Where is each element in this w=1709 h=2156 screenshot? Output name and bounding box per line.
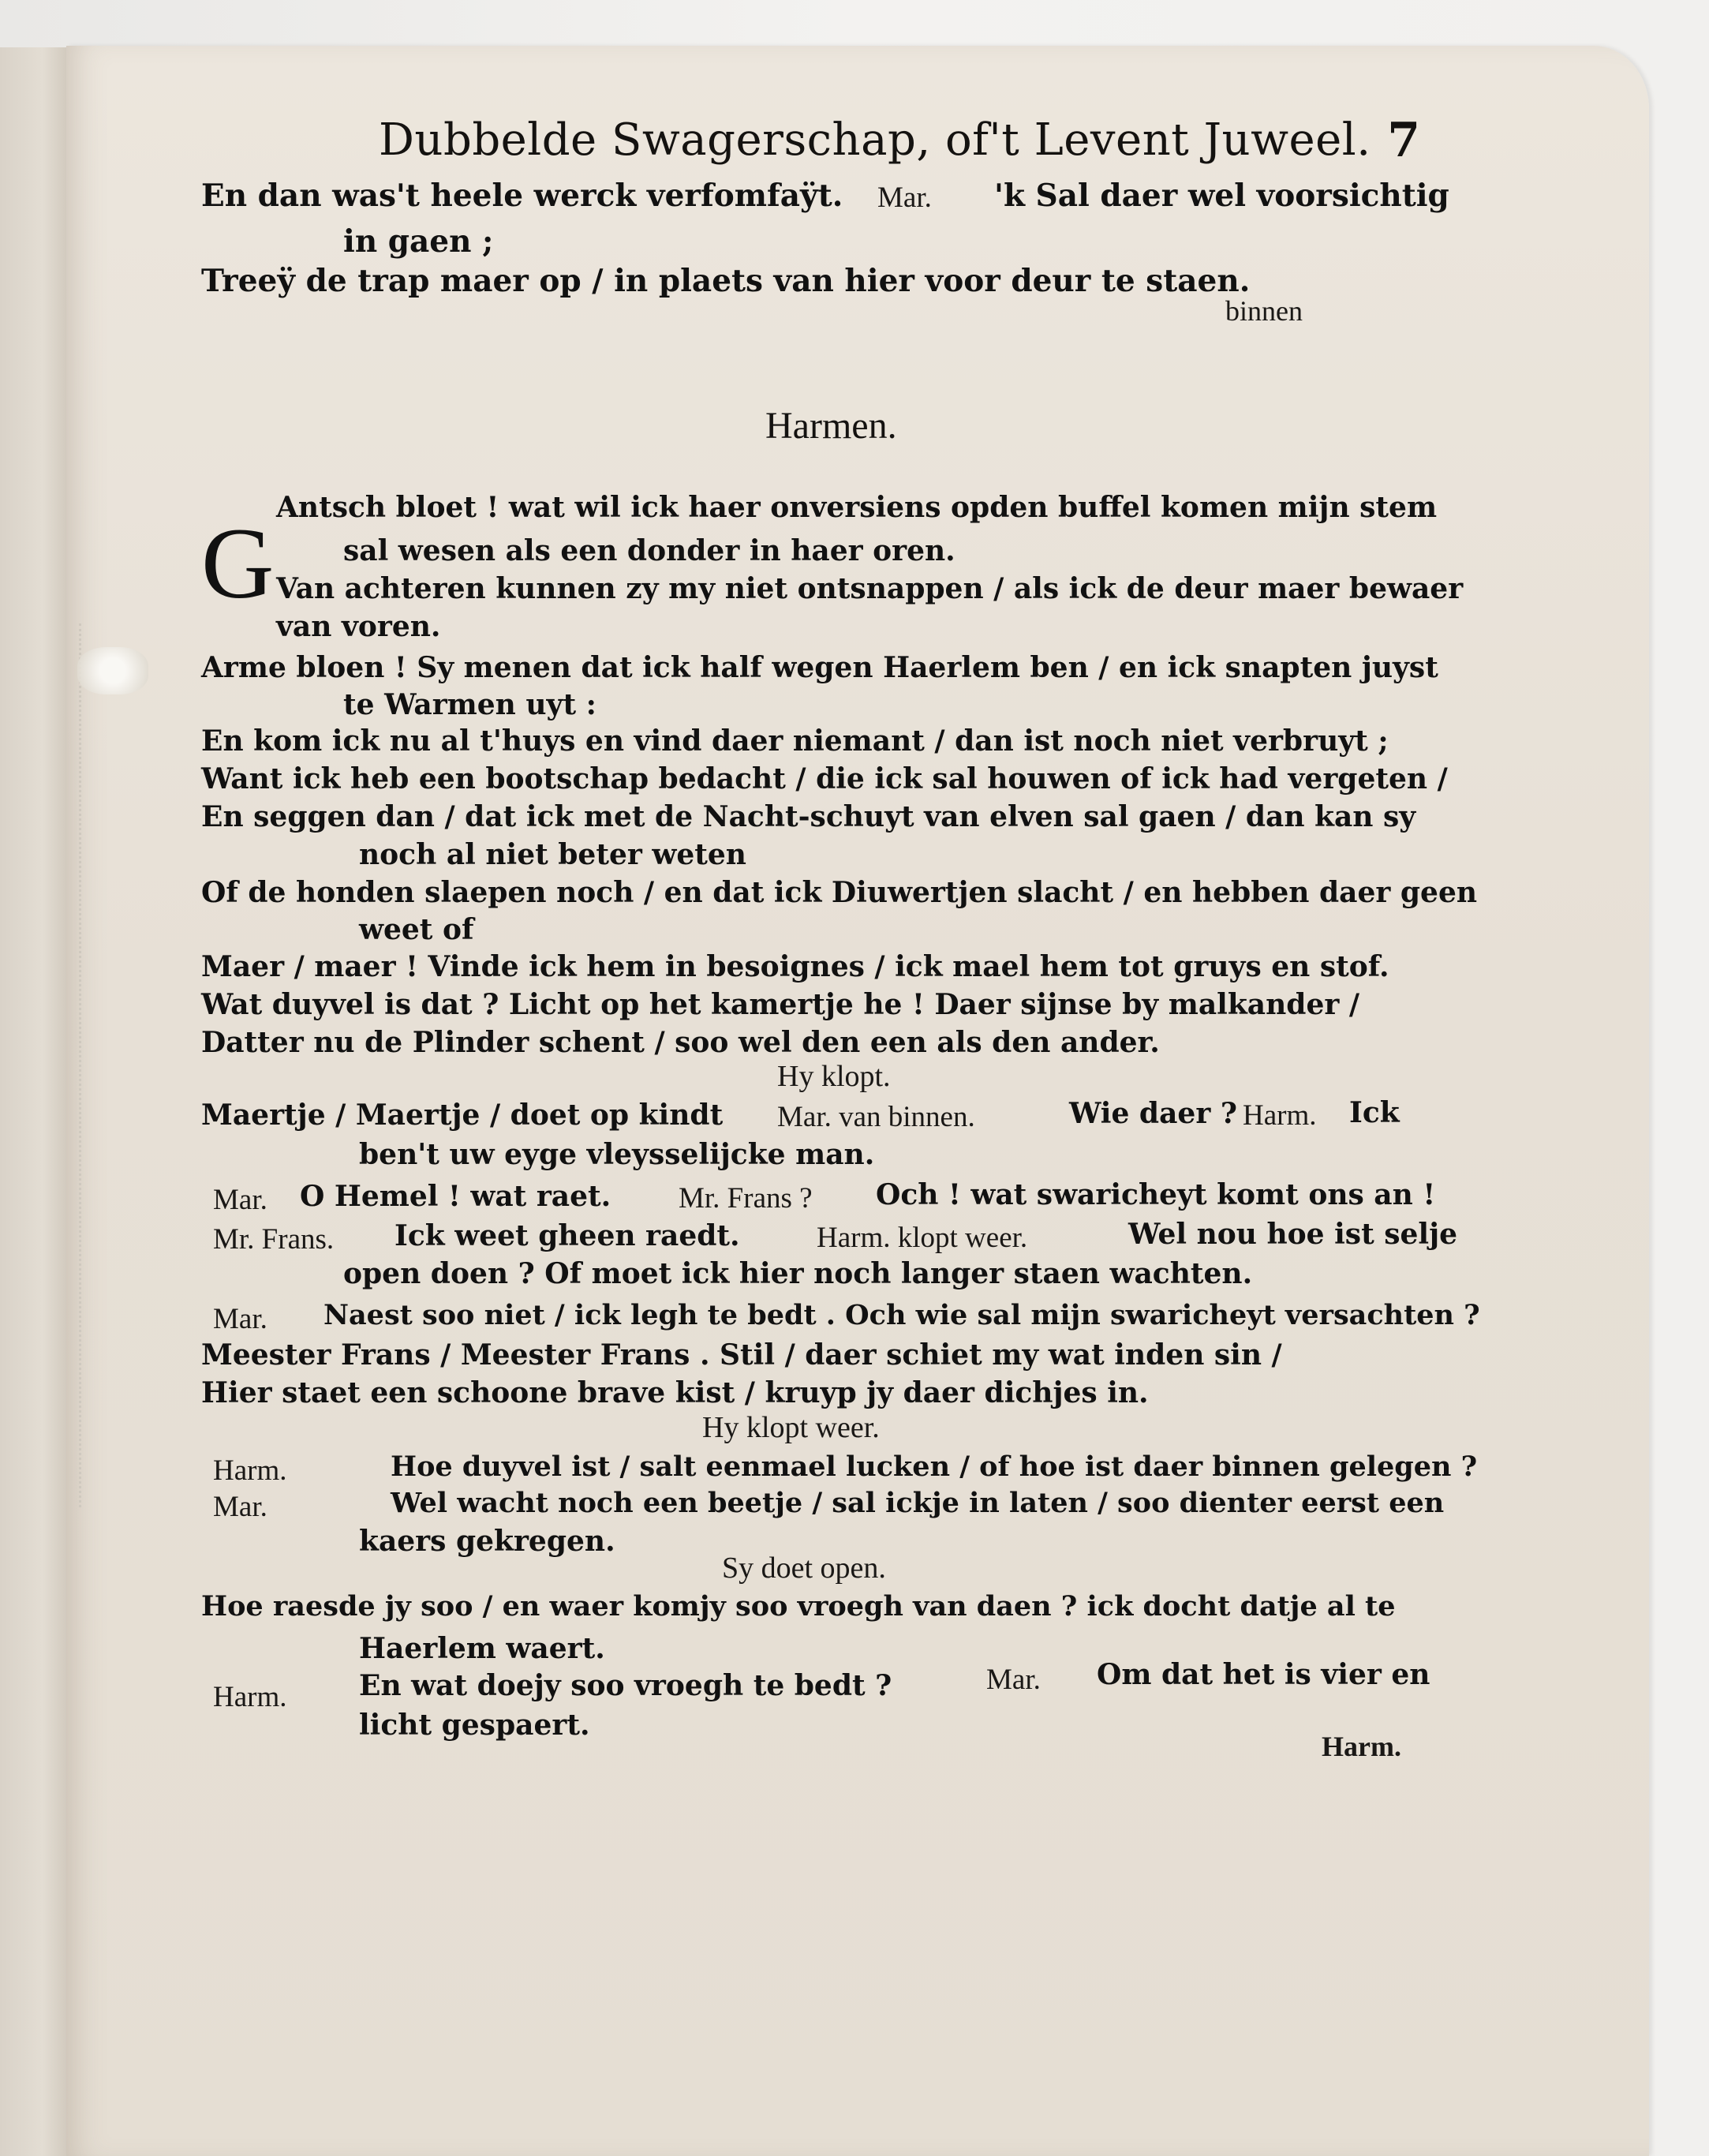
text-line: Ick weet gheen raedt.	[395, 1219, 740, 1252]
text-line: Maer / maer ! Vinde ick hem in besoignes / ick mael hem tot gruys en stof.	[201, 950, 1389, 983]
speaker-label: Mar.	[877, 182, 932, 214]
text-line: Wel wacht noch een beetje / sal ickje in laten / soo dienter eerst een	[391, 1487, 1445, 1519]
text-line: En seggen dan / dat ick met de Nacht-schuyt van elven sal gaen / dan kan sy	[201, 800, 1416, 833]
speaker-label: Mar.	[213, 1491, 267, 1523]
binding-stitch	[79, 623, 136, 1507]
text-line: sal wesen als een donder in haer oren.	[343, 534, 955, 567]
text-line: ben't uw eyge vleysselijcke man.	[359, 1138, 875, 1171]
text-line: Arme bloen ! Sy menen dat ick half wegen Haerlem ben / en ick snapten juyst	[201, 651, 1438, 684]
text-line: open doen ? Of moet ick hier noch langer staen wachten.	[343, 1257, 1253, 1290]
text-line: En kom ick nu al t'huys en vind daer niemant / dan ist noch niet verbruyt ;	[201, 724, 1389, 758]
speaker-label: Harm.	[213, 1681, 287, 1713]
text-line: Hier staet een schoone brave kist / kruyp jy daer dichjes in.	[201, 1376, 1149, 1409]
text-line: Och ! wat swaricheyt komt ons an !	[876, 1178, 1436, 1211]
text-line: Ick	[1349, 1096, 1400, 1129]
text-line: En dan was't heele werck verfomfaÿt.	[201, 178, 843, 214]
stage-direction: Hy klopt.	[777, 1060, 891, 1093]
speaker-heading: Harmen.	[765, 405, 897, 447]
text-line: Hoe duyvel ist / salt eenmael lucken / of hoe ist daer binnen gelegen ?	[391, 1450, 1478, 1483]
speaker-label: Mr. Frans ?	[679, 1182, 813, 1215]
text-line: Wel nou hoe ist selje	[1128, 1218, 1458, 1251]
speaker-label: Harm.	[213, 1454, 287, 1487]
speaker-label: Harm. klopt weer.	[817, 1222, 1028, 1254]
speaker-label: Mar. van binnen.	[777, 1101, 975, 1133]
running-header	[379, 114, 1420, 178]
speaker-label: Mar.	[986, 1664, 1041, 1696]
text-line: licht gespaert.	[359, 1709, 590, 1742]
speaker-label: Mar.	[213, 1184, 267, 1216]
text-line: Datter nu de Plinder schent / soo wel den een als den ander.	[201, 1026, 1160, 1059]
stage-direction: Sy doet open.	[722, 1551, 886, 1585]
text-line: Haerlem waert.	[359, 1632, 605, 1665]
text-line: weet of	[359, 913, 474, 946]
speaker-label: Harm.	[1243, 1099, 1317, 1132]
text-line: Maertje / Maertje / doet op kindt	[201, 1099, 724, 1132]
text-line: 'k Sal daer wel voorsichtig	[994, 178, 1449, 214]
text-line: Wat duyvel is dat ? Licht op het kamertje he ! Daer sijnse by malkander /	[201, 988, 1360, 1021]
drop-cap: G	[201, 507, 275, 619]
speaker-label: Mr. Frans.	[213, 1223, 335, 1256]
catchword: Harm.	[1322, 1731, 1401, 1762]
text-line: te Warmen uyt :	[343, 688, 596, 721]
text-line: Van achteren kunnen zy my niet ontsnappen / als ick de deur maer bewaer	[276, 572, 1464, 605]
text-line: van voren.	[276, 610, 441, 643]
binding-knot	[77, 647, 148, 694]
text-line: Wie daer ?	[1069, 1097, 1237, 1130]
catchword: binnen	[1225, 295, 1303, 327]
text-line: Hoe raesde jy soo / en waer komjy soo vroegh van daen ? ick docht datje al te	[201, 1590, 1396, 1623]
text-line: noch al niet beter weten	[359, 838, 746, 871]
text-line: Meester Frans / Meester Frans . Stil / daer schiet my wat inden sin /	[201, 1338, 1282, 1372]
speaker-label: Mar.	[213, 1303, 267, 1335]
previous-page-edge	[0, 47, 73, 2156]
text-line: Antsch bloet ! wat wil ick haer onversiens opden buffel komen mijn stem	[276, 491, 1438, 524]
page-number: 7	[1387, 113, 1420, 168]
text-line: En wat doejy soo vroegh te bedt ?	[359, 1669, 892, 1702]
text-line: in gaen ;	[343, 223, 494, 260]
stage-direction: Hy klopt weer.	[702, 1411, 880, 1444]
text-line: Om dat het is vier en	[1097, 1658, 1430, 1691]
text-line: Naest soo niet / ick legh te bedt . Och wie sal mijn swaricheyt versachten ?	[323, 1299, 1480, 1331]
running-title: Dubbelde Swagerschap, of't Levent Juweel.	[379, 114, 1371, 166]
text-line: Want ick heb een bootschap bedacht / die ick sal houwen of ick had vergeten /	[201, 762, 1448, 795]
text-line: Treeÿ de trap maer op / in plaets van hier voor deur te staen.	[201, 263, 1251, 299]
text-line: O Hemel ! wat raet.	[300, 1180, 611, 1213]
text-line: kaers gekregen.	[359, 1525, 615, 1558]
text-line: Of de honden slaepen noch / en dat ick Diuwertjen slacht / en hebben daer geen	[201, 876, 1478, 909]
